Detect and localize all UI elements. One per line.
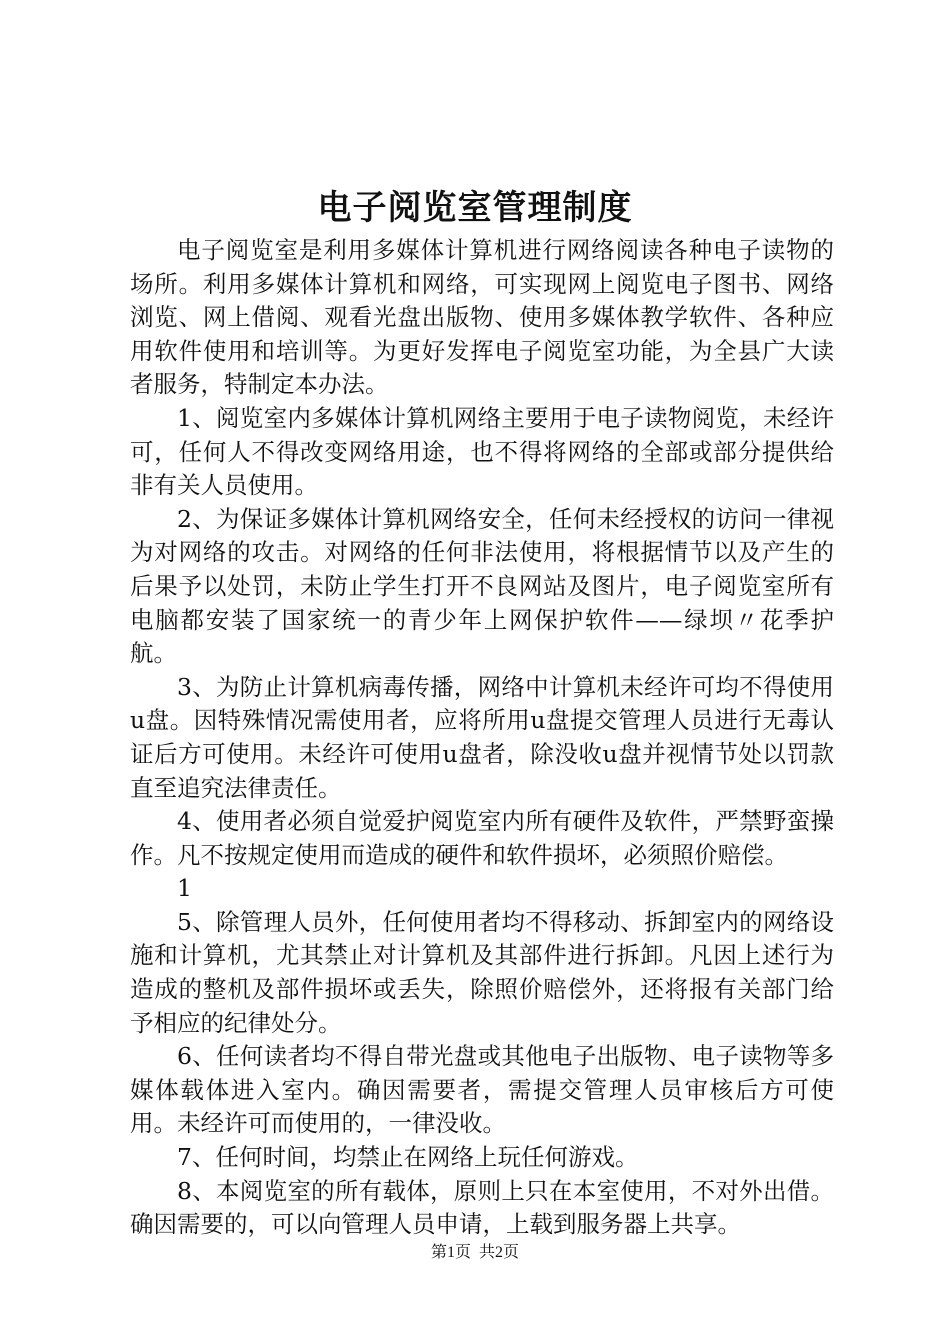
- rule-6-paragraph: 6、任何读者均不得自带光盘或其他电子出版物、电子读物等多媒体载体进入室内。确因需要者，需提交管理人员审核后方可使用。未经许可而使用的，一律没收。: [130, 1042, 834, 1138]
- rule-3-paragraph: 3、为防止计算机病毒传播，网络中计算机未经许可均不得使用u盘。因特殊情况需使用者，应将所用u盘提交管理人员进行无毒认证后方可使用。未经许可使用u盘者，除没收u盘并视情节处以罚款直至追究法律责任。: [130, 672, 834, 802]
- rule-8-paragraph: 8、本阅览室的所有载体，原则上只在本室使用，不对外出借。确因需要的，可以向管理人员申请，上载到服务器上共享。: [130, 1176, 834, 1239]
- document-title: 电子阅览室管理制度: [317, 188, 633, 228]
- rule-2-paragraph: 2、为保证多媒体计算机网络安全，任何未经授权的访问一律视为对网络的攻击。对网络的任何非法使用，将根据情节以及产生的后果予以处罚，未防止学生打开不良网站及图片，电子阅览室所有电脑都安装了国家统一的青少年上网保护软件——绿坝〃花季护航。: [130, 504, 834, 668]
- rule-1-paragraph: 1、阅览室内多媒体计算机网络主要用于电子读物阅览，未经许可，任何人不得改变网络用途，也不得将网络的全部或部分提供给非有关人员使用。: [130, 403, 834, 500]
- page-number: 第1页: [430, 1244, 471, 1261]
- rule-4-paragraph: 4、使用者必须自觉爱护阅览室内所有硬件及软件，严禁野蛮操作。凡不按规定使用而造成的硬件和软件损坏，必须照价赔偿。: [130, 807, 834, 869]
- rule-7-paragraph: 7、任何时间，均禁止在网络上玩任何游戏。: [177, 1143, 639, 1172]
- document-body: [130, 234, 834, 1242]
- page-footer: [0, 1242, 950, 1264]
- intro-paragraph: 电子阅览室是利用多媒体计算机进行网络阅读各种电子读物的场所。利用多媒体计算机和网络，可实现网上阅览电子图书、网络浏览、网上借阅、观看光盘出版物、使用多媒体教学软件、各种应用软件使用和培训等。为更好发挥电子阅览室功能，为全县广大读者服务，特制定本办法。: [130, 236, 834, 399]
- stray-number-line: 1: [177, 874, 192, 903]
- rule-5-paragraph: 5、除管理人员外，任何使用者均不得移动、拆卸室内的网络设施和计算机，尤其禁止对计算机及其部件进行拆卸。凡因上述行为造成的整机及部件损坏或丢失，除照价赔偿外，还将报有关部门给予相应的纪律处分。: [130, 907, 834, 1037]
- page-total: 共2页: [479, 1244, 520, 1261]
